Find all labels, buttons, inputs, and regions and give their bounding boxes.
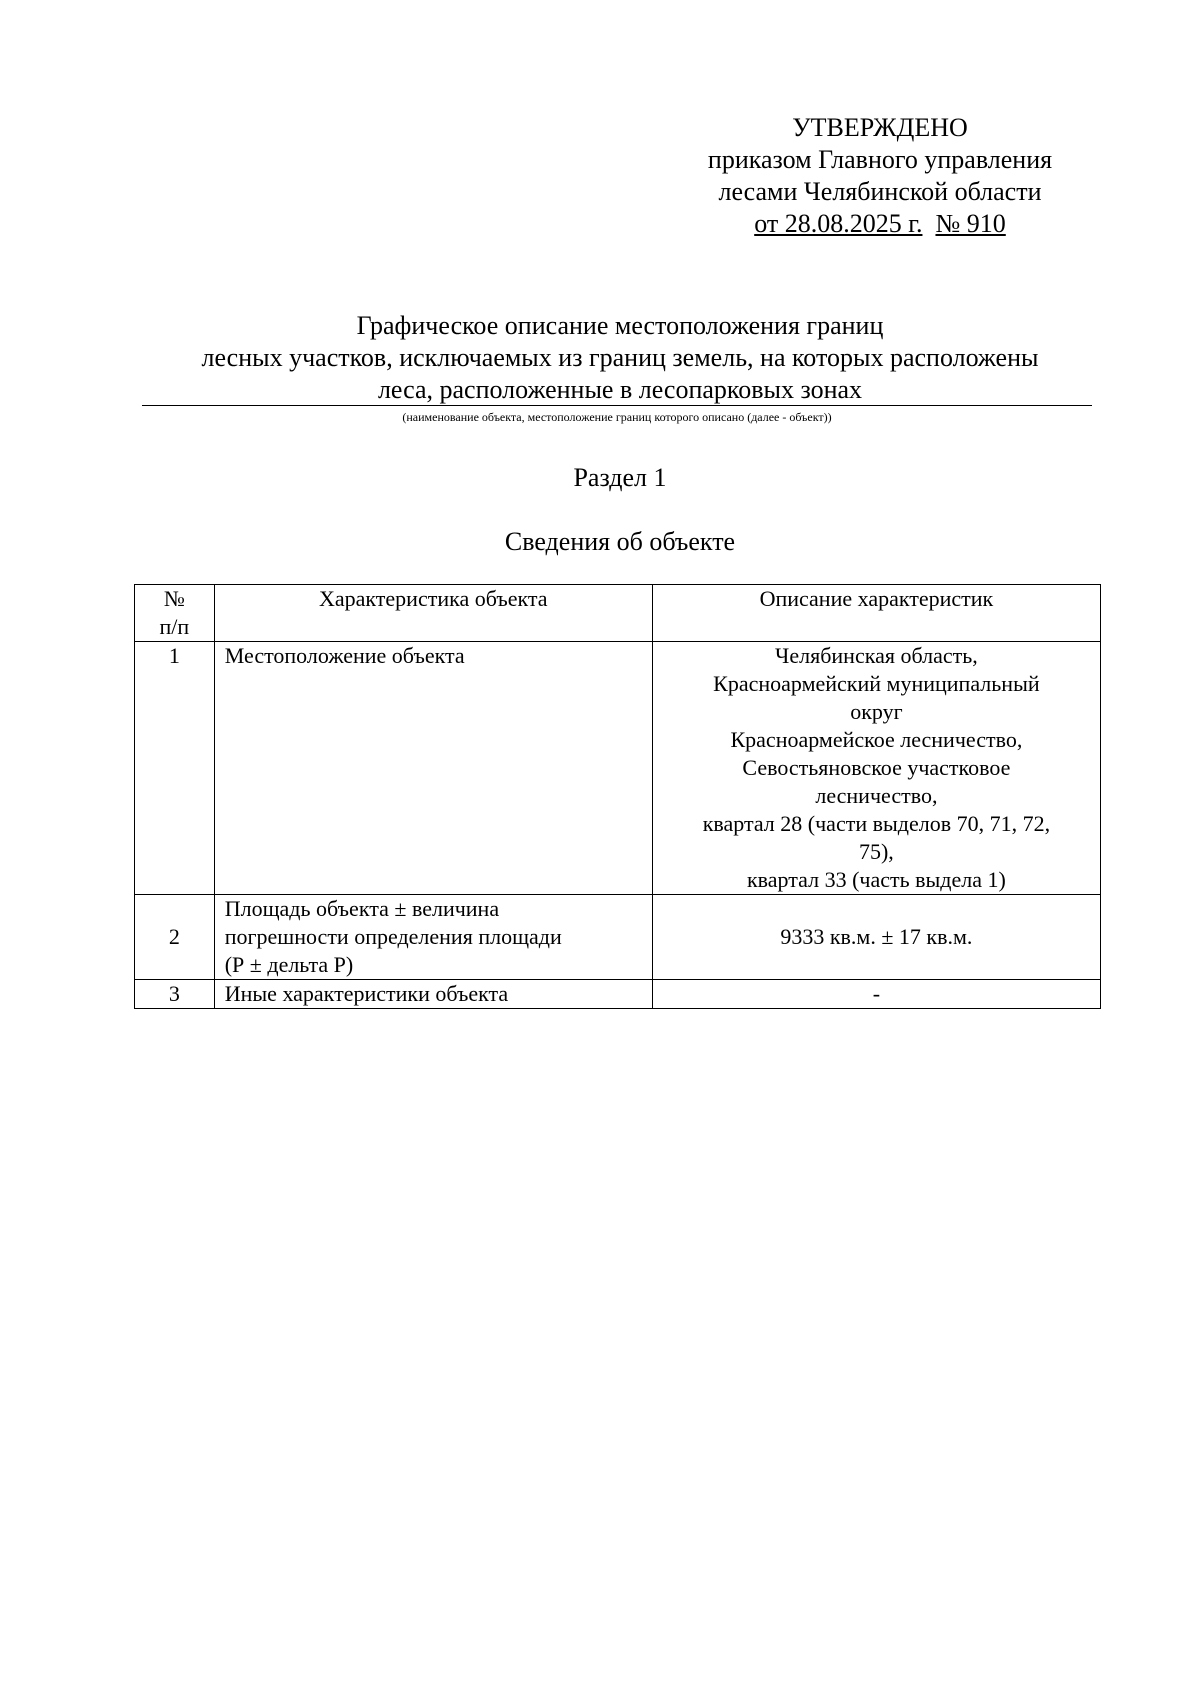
header-characteristic: Характеристика объекта [214, 585, 652, 642]
title-note: (наименование объекта, местоположение границ которого описано (далее - объект)) [402, 410, 832, 424]
table-row [135, 642, 1101, 895]
title-underline [142, 405, 1092, 406]
section-number: Раздел 1 [573, 463, 667, 492]
approval-date: от 28.08.2025 г. [754, 209, 923, 238]
header-num-line-1: № [163, 586, 185, 611]
header-description: Описание характеристик [652, 585, 1100, 642]
title-line-2: лесных участков, исключаемых из границ земель, на которых расположены [201, 343, 1039, 372]
row-2-num: 2 [135, 895, 215, 980]
row-2-char-line: Площадь объекта ± величина [224, 896, 500, 921]
approval-line-1: приказом Главного управления [707, 145, 1053, 174]
row-3-description: - [652, 980, 1100, 1009]
row-2-characteristic [214, 895, 652, 980]
object-info-table [134, 584, 1101, 1009]
row-1-desc-line: Красноармейское лесничество, [730, 727, 1023, 752]
title-line-3: леса, расположенные в лесопарковых зонах [377, 375, 863, 404]
table-row [135, 980, 1101, 1009]
row-1-desc-line: Красноармейский муниципальный [713, 671, 1040, 696]
row-2-description: 9333 кв.м. ± 17 кв.м. [652, 895, 1100, 980]
row-1-desc-line: Севостьяновское участковое [742, 755, 1011, 780]
table-row [135, 895, 1101, 980]
row-1-desc-line: округ [850, 699, 903, 724]
row-3-num: 3 [135, 980, 215, 1009]
approval-stamp [640, 112, 1120, 240]
row-2-char-line: (Р ± дельта Р) [224, 952, 354, 977]
document-title [140, 310, 1100, 406]
row-1-desc-line: квартал 28 (части выделов 70, 71, 72, [702, 811, 1051, 836]
header-num-line-2: п/п [159, 614, 190, 639]
row-1-desc-line: квартал 33 (часть выдела 1) [746, 867, 1006, 892]
header-num [135, 585, 215, 642]
row-1-desc-line: Челябинская область, [775, 643, 978, 668]
approval-date-line [640, 208, 1120, 240]
row-1-desc-line: лесничество, [815, 783, 938, 808]
row-3-characteristic: Иные характеристики объекта [214, 980, 652, 1009]
row-2-char-line: погрешности определения площади [224, 924, 562, 949]
approval-heading: УТВЕРЖДЕНО [792, 113, 968, 142]
title-line-1: Графическое описание местоположения границ [356, 311, 884, 340]
section-title: Сведения об объекте [504, 527, 736, 556]
table-header-row [135, 585, 1101, 642]
approval-number: № 910 [935, 209, 1006, 238]
row-1-description [652, 642, 1100, 895]
row-1-desc-line: 75), [858, 839, 894, 864]
row-1-num: 1 [135, 642, 215, 895]
approval-line-2: лесами Челябинской области [718, 177, 1042, 206]
row-1-characteristic: Местоположение объекта [214, 642, 652, 895]
